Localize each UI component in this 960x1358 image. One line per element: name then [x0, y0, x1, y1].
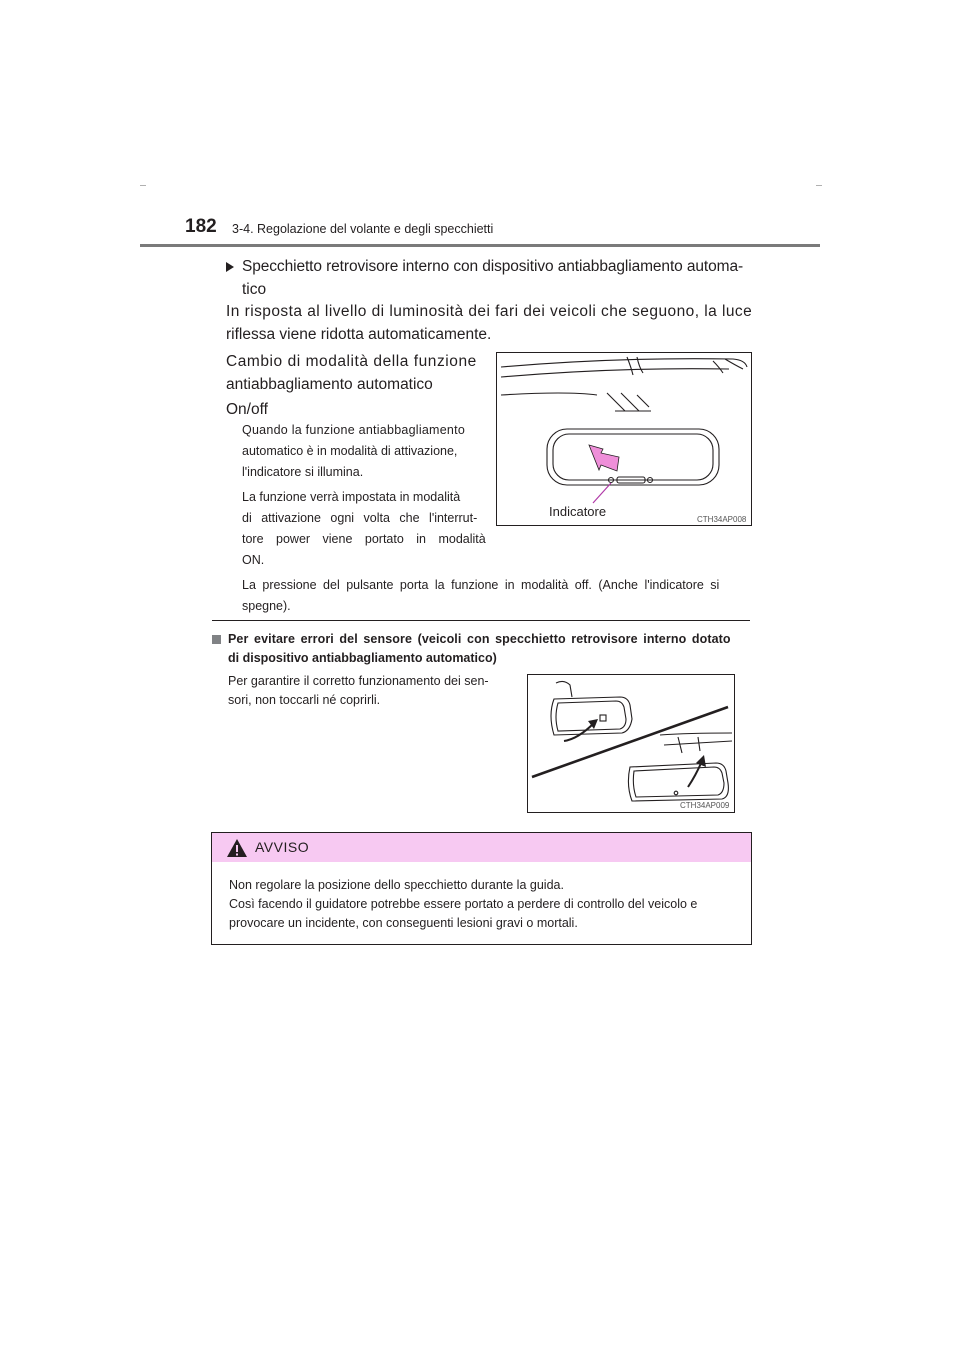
para-off-line: La pressione del pulsante porta la funzione in modalità off. (Anche l'indicatore si [242, 578, 720, 592]
para-power-line: La funzione verrà impostata in modalità [242, 490, 461, 504]
subheading: Specchietto retrovisore interno con dispositivo antiabbagliamento automa- [242, 258, 744, 275]
sensor-figure [527, 674, 735, 813]
para-power-line: di attivazione ogni volta che l'interrut- [242, 511, 478, 525]
warning-text [229, 876, 744, 933]
intro-text-cont: riflessa viene ridotta automaticamente. [226, 326, 492, 343]
mode-title-cont: antiabbagliamento automatico [226, 376, 433, 393]
para-power-line: tore power viene portato in modalità [242, 532, 486, 546]
note-text: Per garantire il corretto funzionamento dei sen- [228, 674, 489, 688]
para-indicator-line: automatico è in modalità di attivazione, [242, 444, 458, 458]
crop-mark [140, 185, 146, 186]
subheading-cont: tico [242, 281, 267, 298]
para-off-line: spegne). [242, 599, 291, 613]
note-text-cont: sori, non toccarli né coprirli. [228, 693, 381, 707]
warning-line: Così facendo il guidatore potrebbe essere portato a perdere di controllo del veicolo e [229, 897, 698, 911]
warning-triangle-icon [226, 838, 248, 858]
figure-code: CTH34AP009 [680, 801, 730, 810]
sensor-arrow-icon [564, 723, 594, 741]
sensor-arrow-icon [688, 761, 702, 787]
warning-line: Non regolare la posizione dello specchietto durante la guida. [229, 878, 564, 892]
press-arrow-icon [589, 445, 619, 471]
square-bullet-icon [212, 635, 221, 644]
mode-title: Cambio di modalità della funzione [226, 353, 477, 370]
triangle-bullet-icon [226, 262, 234, 272]
para-indicator-line: l'indicatore si illumina. [242, 465, 364, 479]
intro-text: In risposta al livello di luminosità dei fari dei veicoli che seguono, la luce [226, 303, 753, 320]
warning-label: AVVISO [255, 839, 310, 855]
mirror-indicator-figure [496, 352, 752, 526]
mirror-illustration [497, 353, 751, 525]
sensor-illustration [528, 675, 734, 812]
section-divider [212, 620, 750, 621]
onoff-heading: On/off [226, 401, 268, 418]
header-divider [140, 244, 820, 247]
warning-line: provocare un incidente, con conseguenti lesioni gravi o mortali. [229, 916, 578, 930]
para-power-line: ON. [242, 553, 265, 567]
note-title: Per evitare errori del sensore (veicoli con specchietto retrovisore interno dotato [228, 632, 731, 646]
page-number: 182 [185, 216, 217, 237]
note-title-cont: di dispositivo antiabbagliamento automatico) [228, 651, 497, 665]
section-title: 3-4. Regolazione del volante e degli specchietti [232, 222, 494, 236]
figure-code: CTH34AP008 [697, 515, 747, 524]
indicator-leader-line [593, 483, 611, 503]
crop-mark [816, 185, 822, 186]
indicator-label: Indicatore [549, 504, 607, 519]
para-indicator-line: Quando la funzione antiabbagliamento [242, 423, 466, 437]
